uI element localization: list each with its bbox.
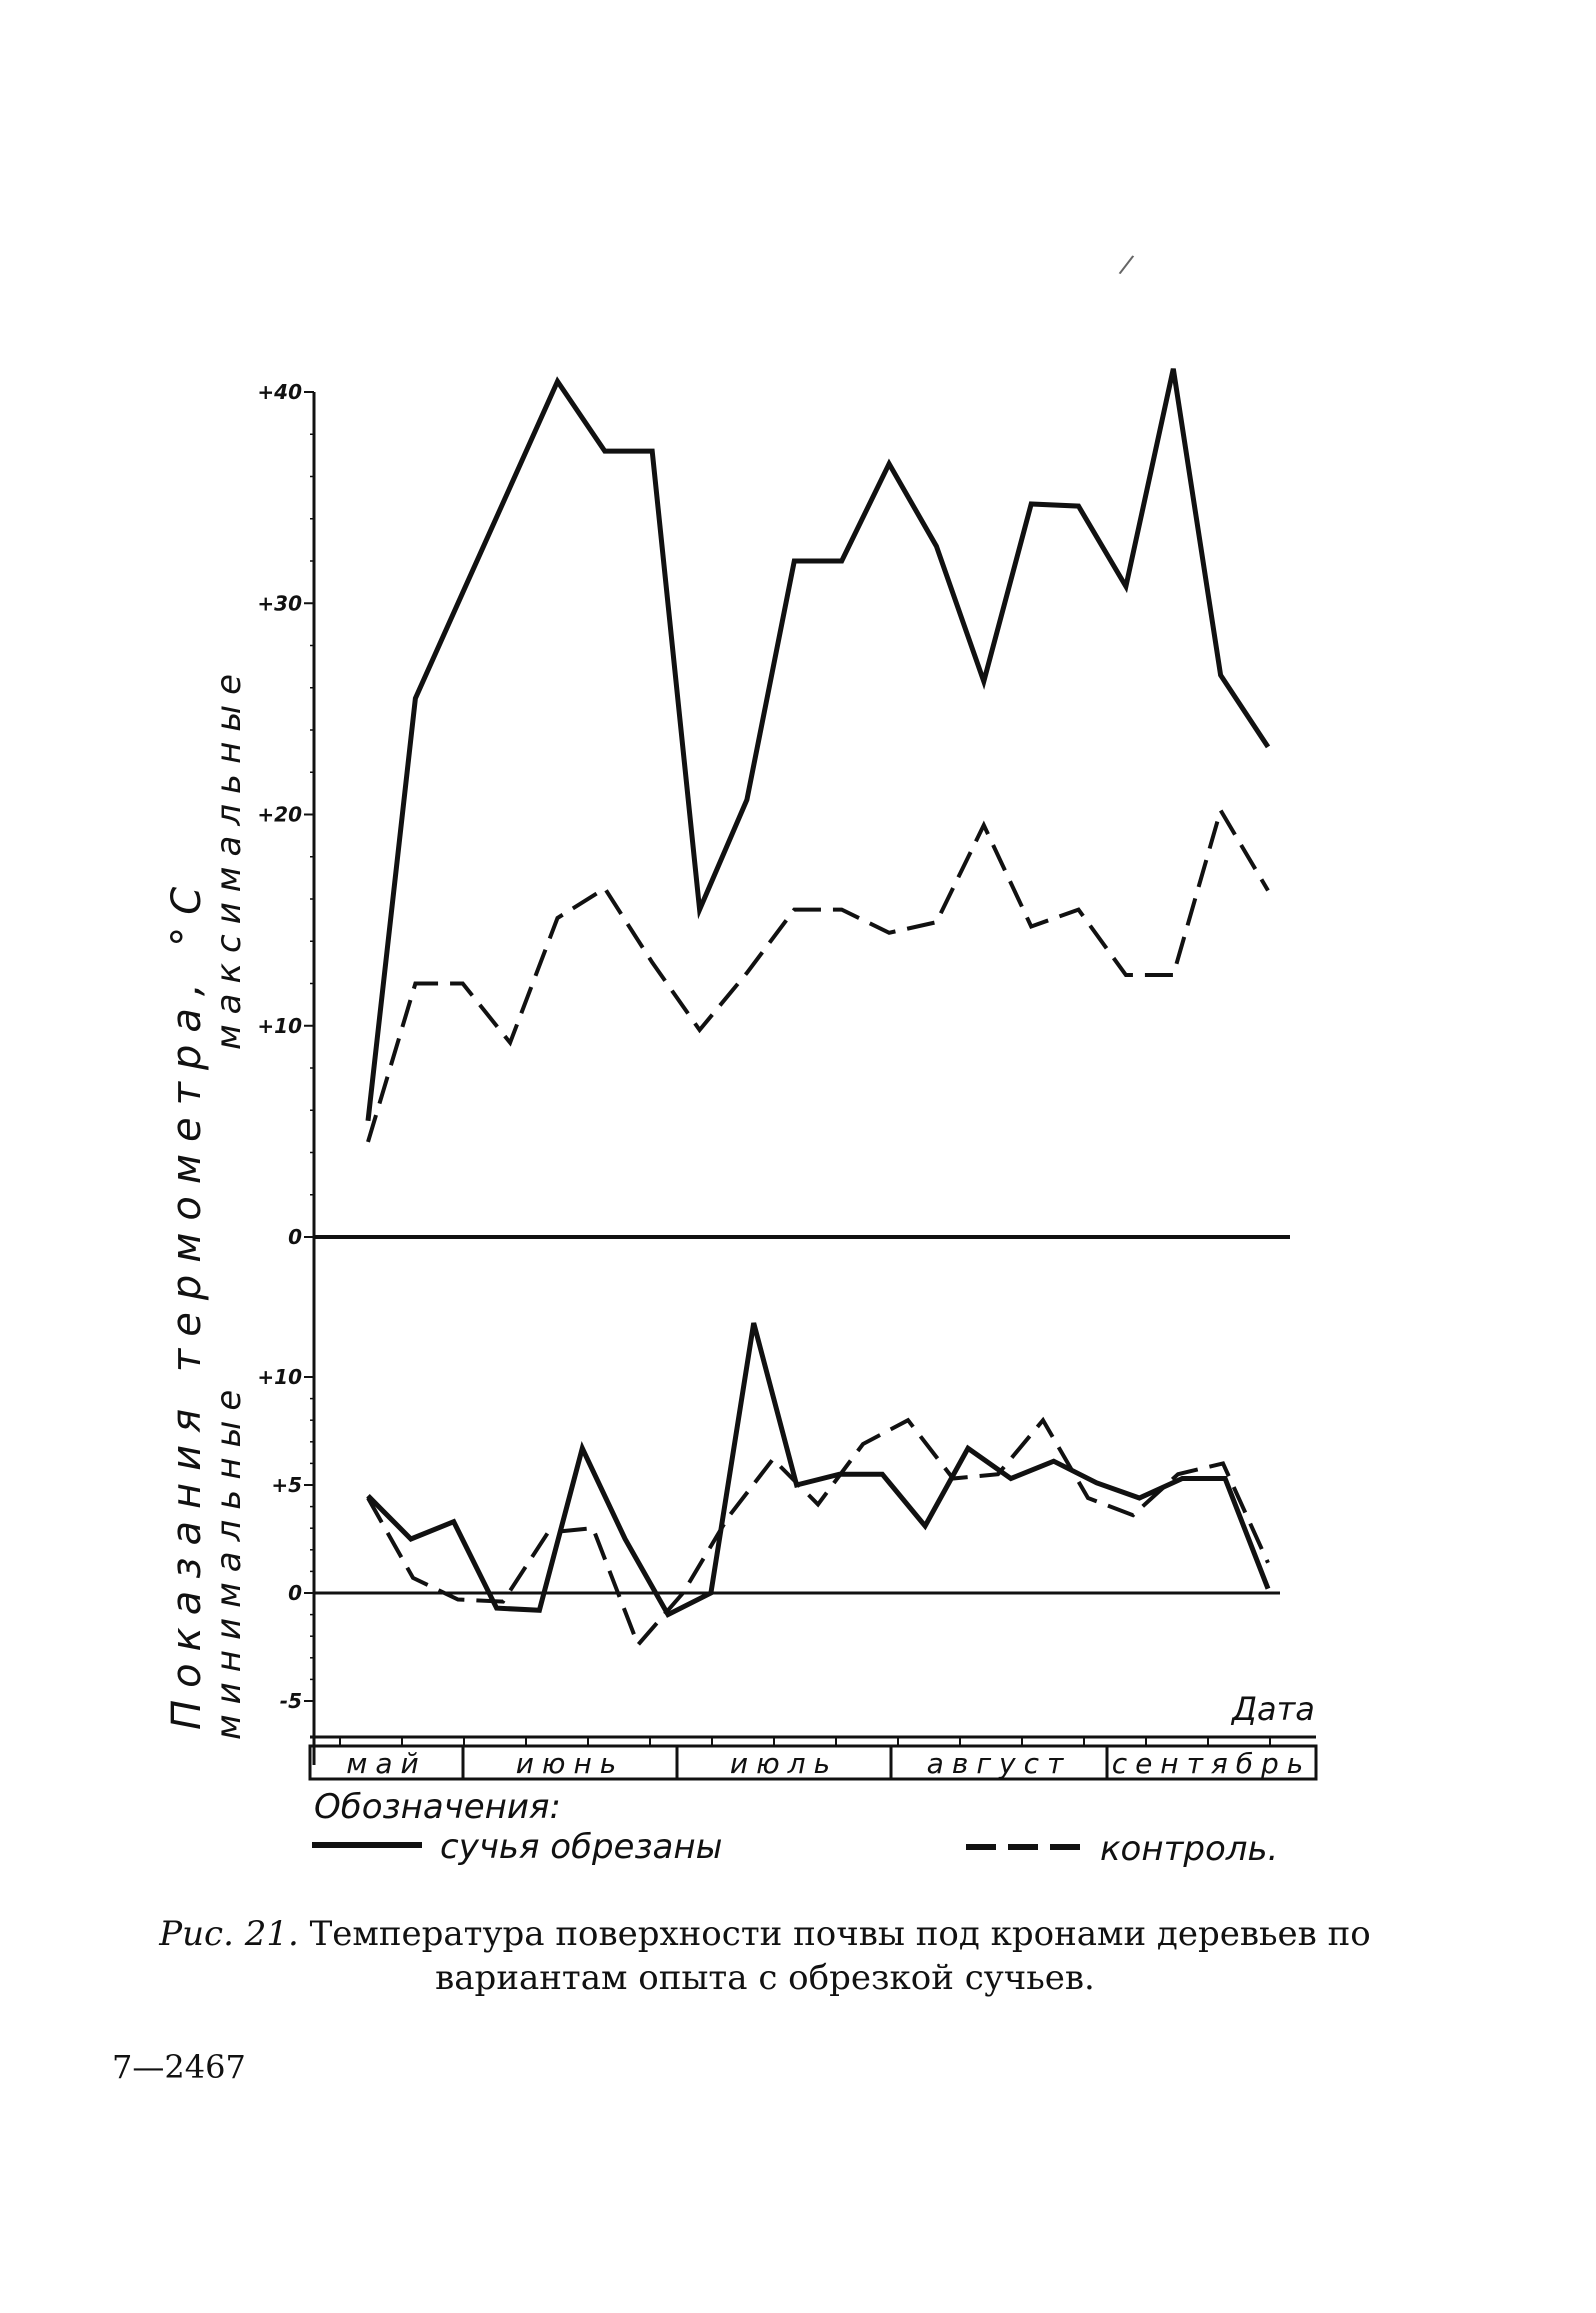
figure-caption <box>110 1912 1420 2000</box>
max-control-series-line <box>368 810 1268 1142</box>
caption-prefix: Рис. 21. <box>159 1914 299 1954</box>
y-tick-label: -5 <box>279 1689 302 1713</box>
y-tick-label: +40 <box>257 380 302 404</box>
y-tick-labels <box>257 380 314 1713</box>
legend-dashed-label: контроль. <box>1100 1829 1279 1869</box>
month-label: август <box>926 1747 1072 1780</box>
y-tick-label: +20 <box>257 802 302 827</box>
max-pruned-series-line <box>368 369 1268 1121</box>
month-label: сентябрь <box>1111 1747 1312 1780</box>
min-control-series-line <box>368 1420 1268 1645</box>
min-pruned-series-line <box>368 1323 1268 1615</box>
y-tick-label: +5 <box>271 1473 302 1497</box>
y-tick-label: +10 <box>257 1365 302 1389</box>
legend-solid-label: сучья обрезаны <box>440 1827 723 1867</box>
y-axis-title: Показания термометра, °C <box>164 874 210 1730</box>
y-tick-label: 0 <box>288 1581 302 1605</box>
month-label: июнь <box>515 1747 625 1780</box>
upper-panel-title: максимальные <box>209 663 249 1050</box>
lower-panel-title: минимальные <box>209 1379 249 1740</box>
page-code: 7—2467 <box>112 2048 246 2086</box>
stray-mark: / <box>1117 249 1136 281</box>
caption-text: Температура поверхности почвы под кронами деревьев по вариантам опыта с обрезкой сучьев. <box>309 1914 1371 1998</box>
month-labels <box>346 1747 1311 1780</box>
y-tick-label: +10 <box>257 1013 302 1038</box>
legend-title: Обозначения: <box>314 1787 561 1827</box>
y-tick-label: 0 <box>288 1225 302 1249</box>
month-label: июль <box>729 1747 839 1780</box>
series-lines <box>368 369 1268 1645</box>
month-label: май <box>346 1747 427 1780</box>
y-tick-label: +30 <box>257 591 302 616</box>
x-axis-title: Дата <box>1232 1690 1315 1728</box>
